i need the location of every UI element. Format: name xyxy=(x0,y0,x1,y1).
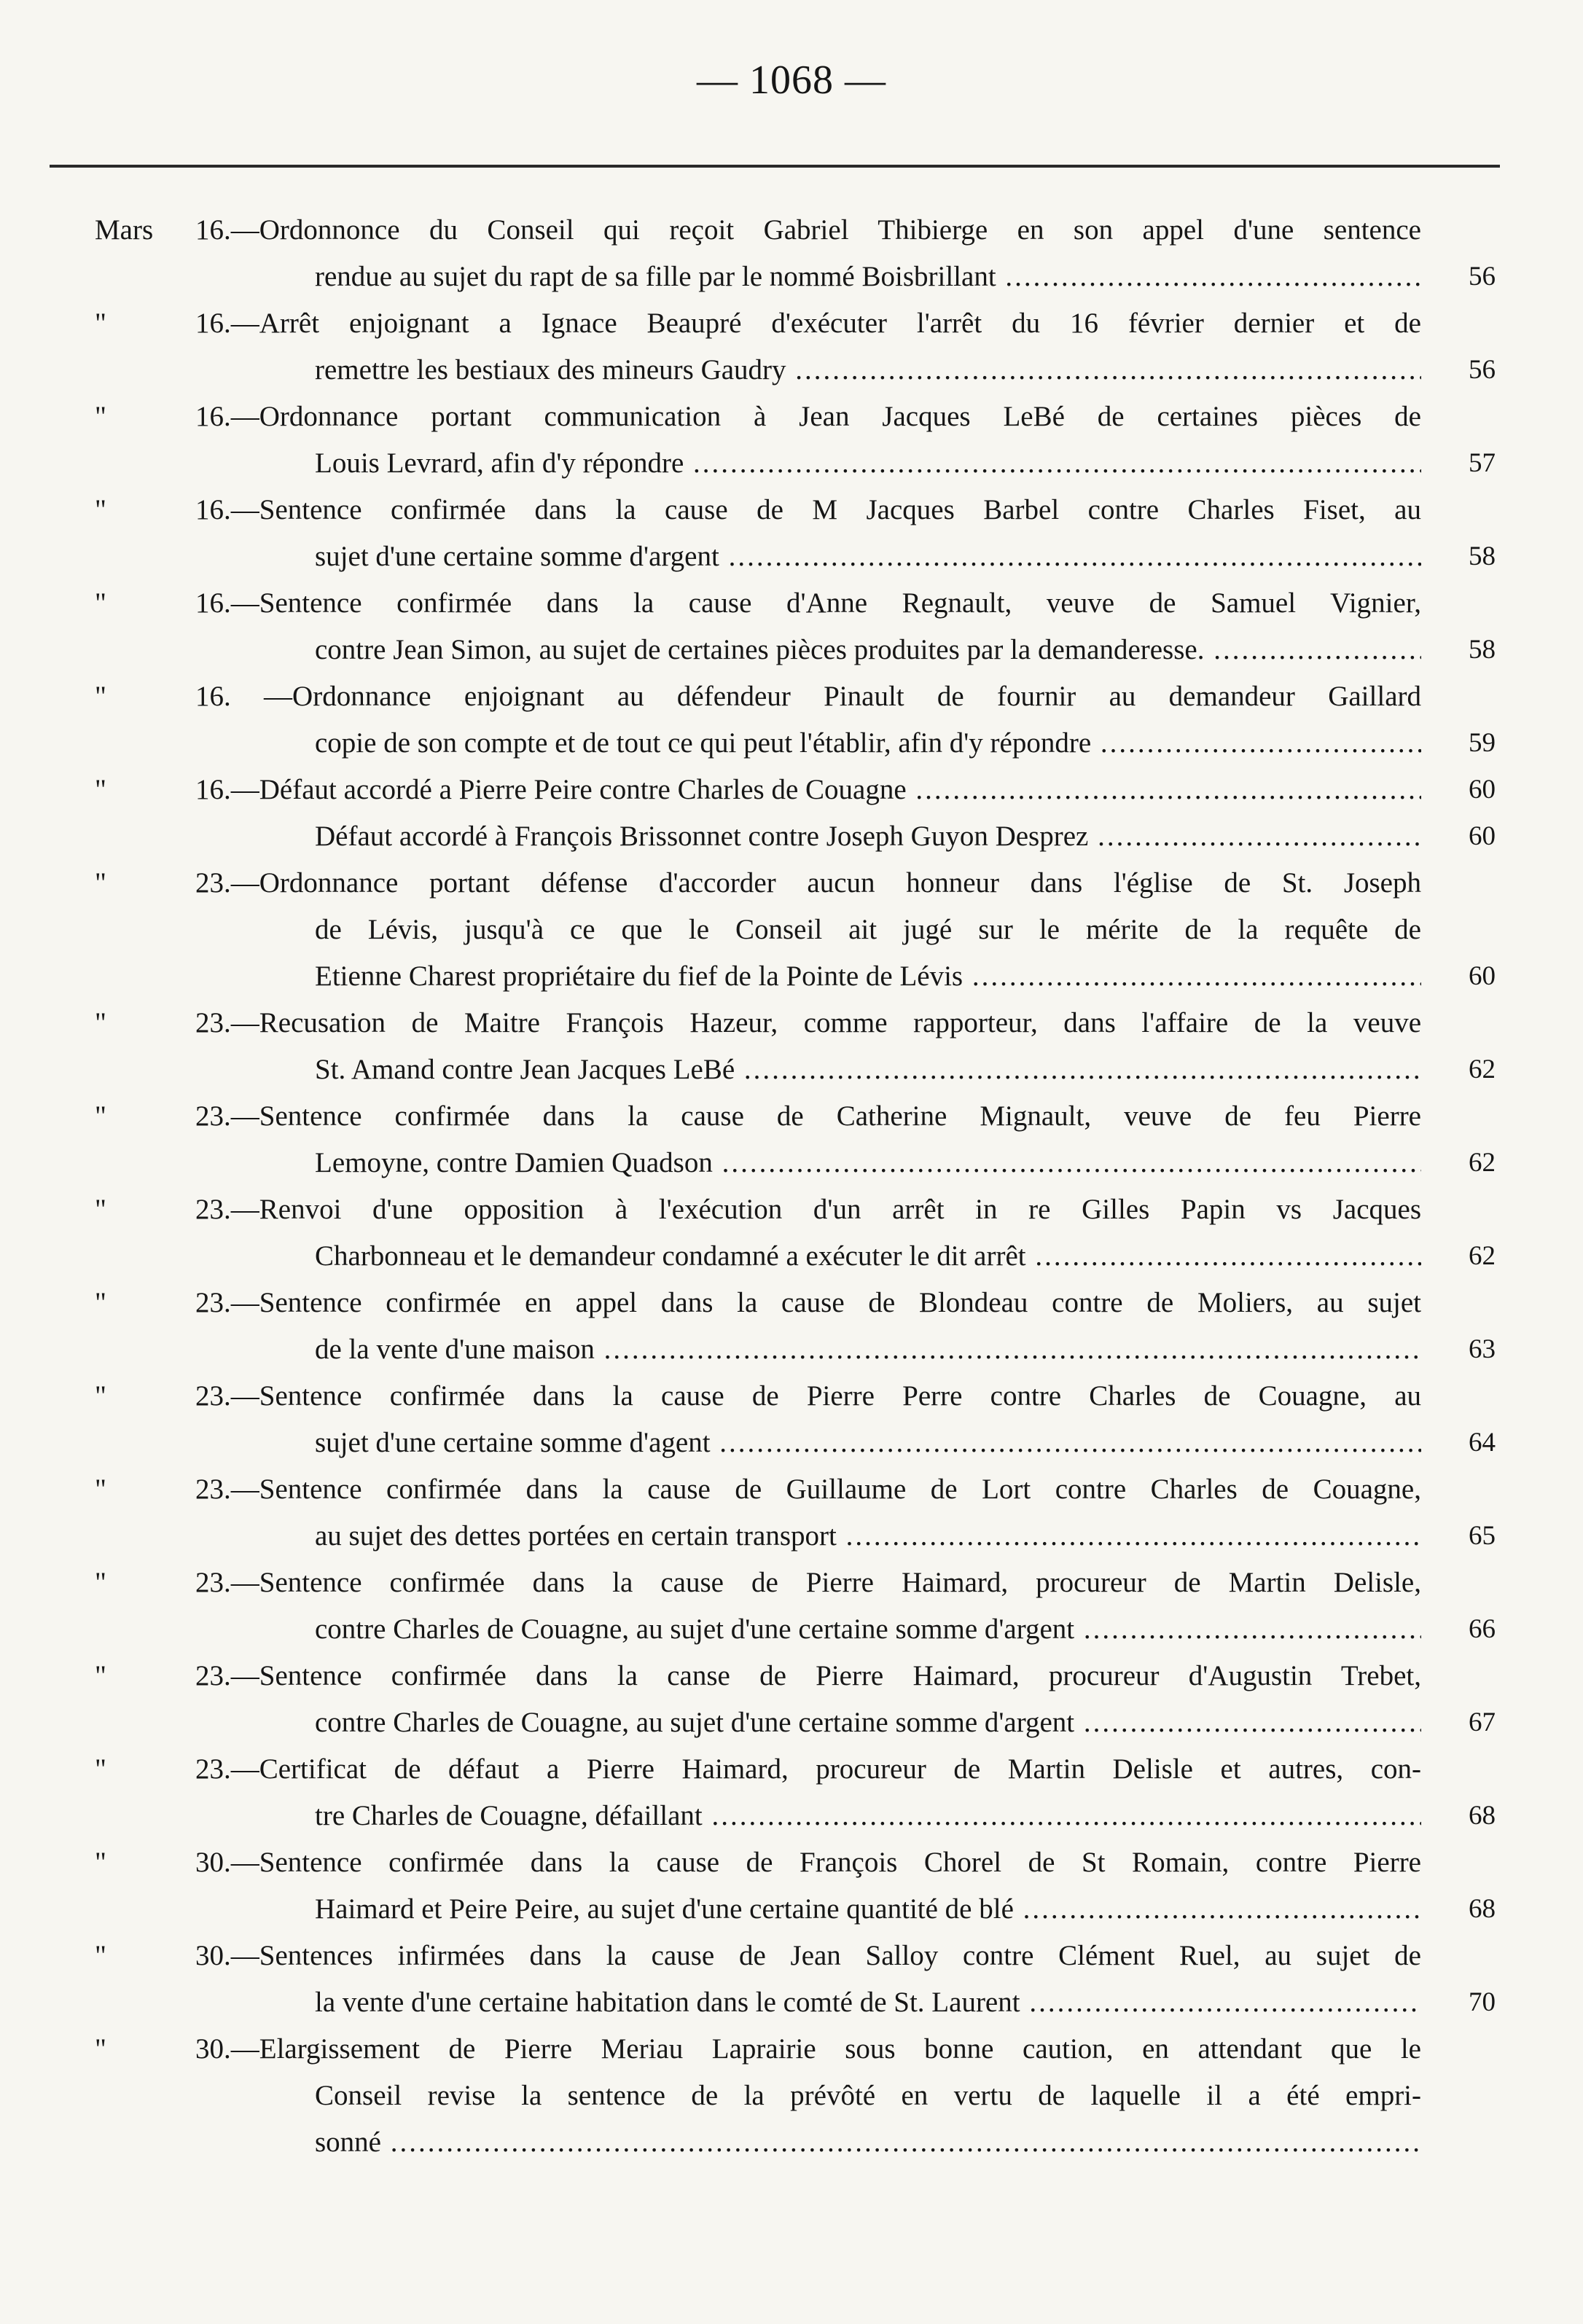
entry xyxy=(0,207,1583,300)
entry-line xyxy=(0,860,1583,907)
top-rule xyxy=(50,165,1500,168)
entry-line xyxy=(0,1886,1583,1933)
entry xyxy=(0,860,1583,1000)
month-label: " xyxy=(95,587,106,619)
entry-text: Charbonneau et le demandeur condamné a exécuter le dit arrêt ..... xyxy=(315,1233,1421,1280)
entry-text: de la vente d'une maison ..... xyxy=(315,1326,1421,1373)
entry-line xyxy=(0,207,1583,254)
entry xyxy=(0,580,1583,673)
month-label: " xyxy=(95,2033,106,2065)
month-label: " xyxy=(95,1940,106,1971)
entry xyxy=(0,2026,1583,2166)
month-label: " xyxy=(95,1194,106,1225)
entry-text: St. Amand contre Jean Jacques LeBé ..... xyxy=(315,1046,1421,1093)
month-label: " xyxy=(95,1380,106,1412)
entry-text: 16.—Défaut accordé a Pierre Peire contre Charles de Couagne ..... xyxy=(195,767,1421,813)
month-label: " xyxy=(95,681,106,712)
month-label: " xyxy=(95,494,106,525)
entry-line xyxy=(0,1653,1583,1699)
entry-text: sonné ..... xyxy=(315,2119,1421,2166)
entry-text: Lemoyne, contre Damien Quadson ..... xyxy=(315,1140,1421,1186)
page-reference: 70 xyxy=(1469,1987,1496,2017)
entry-text: Conseil revise la sentence de la prévôté en vertu de laquelle il a été empri- xyxy=(315,2080,1421,2111)
month-label: " xyxy=(95,1287,106,1318)
entry xyxy=(0,1000,1583,1093)
page-reference: 56 xyxy=(1469,355,1496,385)
entry-text: contre Jean Simon, au sujet de certaines pièces produites par la demanderesse. ..... xyxy=(315,627,1421,673)
month-label: Mars xyxy=(95,214,154,246)
entry-line xyxy=(0,2119,1583,2166)
entry xyxy=(0,1560,1583,1653)
entry xyxy=(0,394,1583,487)
entry-line xyxy=(0,2026,1583,2073)
entry-text: 23.—Sentence confirmée dans la cause de Guillaume de Lort contre Charles de Couagne, xyxy=(195,1474,1421,1505)
entry-line xyxy=(0,1046,1583,1093)
entry-text: 23.—Sentence confirmée dans la cause de Pierre Perre contre Charles de Couagne, au xyxy=(195,1380,1421,1412)
entry-text: 23.—Renvoi d'une opposition à l'exécution d'un arrêt in re Gilles Papin vs Jacques xyxy=(195,1194,1421,1225)
entry-line xyxy=(0,1513,1583,1560)
page-reference: 60 xyxy=(1469,775,1496,805)
entry-text: Haimard et Peire Peire, au sujet d'une certaine quantité de blé ..... xyxy=(315,1886,1421,1933)
entry-line xyxy=(0,2073,1583,2119)
entry-line xyxy=(0,1093,1583,1140)
entry-text: 23.—Ordonnance portant défense d'accorder aucun honneur dans l'église de St. Joseph xyxy=(195,867,1421,899)
page-reference: 66 xyxy=(1469,1614,1496,1644)
entry-text: tre Charles de Couagne, défaillant ..... xyxy=(315,1793,1421,1839)
page-reference: 65 xyxy=(1469,1521,1496,1551)
entry-line xyxy=(0,767,1583,813)
entry-text: contre Charles de Couagne, au sujet d'une certaine somme d'argent ..... xyxy=(315,1606,1421,1653)
entry xyxy=(0,1933,1583,2026)
entry-line xyxy=(0,487,1583,533)
entry-text: 16.—Arrêt enjoignant a Ignace Beaupré d'exécuter l'arrêt du 16 février dernier et de xyxy=(195,308,1421,339)
page-reference: 58 xyxy=(1469,635,1496,665)
entry-line xyxy=(0,813,1583,860)
entry-line xyxy=(0,347,1583,394)
entry-line xyxy=(0,1839,1583,1886)
entry-line xyxy=(0,1326,1583,1373)
page-reference: 58 xyxy=(1469,541,1496,571)
page-reference: 64 xyxy=(1469,1428,1496,1458)
month-label: " xyxy=(95,1660,106,1691)
entry-line xyxy=(0,907,1583,953)
entry xyxy=(0,1186,1583,1280)
entry-text: Défaut accordé à François Brissonnet contre Joseph Guyon Desprez ..... xyxy=(315,813,1421,860)
month-label: " xyxy=(95,867,106,899)
entry xyxy=(0,673,1583,767)
entry-text: 23.—Sentence confirmée en appel dans la cause de Blondeau contre de Moliers, au sujet xyxy=(195,1287,1421,1318)
entry-line xyxy=(0,1373,1583,1420)
entry-text: remettre les bestiaux des mineurs Gaudry ..... xyxy=(315,347,1421,394)
entry-text: 30.—Sentence confirmée dans la cause de François Chorel de St Romain, contre Pierre xyxy=(195,1847,1421,1878)
entry-text: la vente d'une certaine habitation dans le comté de St. Laurent ..... xyxy=(315,1979,1421,2026)
entry-line xyxy=(0,720,1583,767)
entry-line xyxy=(0,1746,1583,1793)
month-label: " xyxy=(95,1474,106,1505)
entry-text: sujet d'une certaine somme d'agent ..... xyxy=(315,1420,1421,1466)
page-reference: 62 xyxy=(1469,1055,1496,1084)
entry-line xyxy=(0,673,1583,720)
entry xyxy=(0,1653,1583,1746)
entry xyxy=(0,300,1583,394)
entry-text: 16.—Ordonnance portant communication à Jean Jacques LeBé de certaines pièces de xyxy=(195,401,1421,432)
month-label: " xyxy=(95,1100,106,1132)
entry xyxy=(0,1746,1583,1839)
entries-list xyxy=(0,207,1583,2166)
entry-line xyxy=(0,1420,1583,1466)
entry xyxy=(0,813,1583,860)
entry-line xyxy=(0,440,1583,487)
entry-text: 16.—Sentence confirmée dans la cause d'Anne Regnault, veuve de Samuel Vignier, xyxy=(195,587,1421,619)
entry-text: 30.—Sentences infirmées dans la cause de Jean Salloy contre Clément Ruel, au sujet de xyxy=(195,1940,1421,1971)
entry xyxy=(0,1466,1583,1560)
entry-text: rendue au sujet du rapt de sa fille par le nommé Boisbrillant ..... xyxy=(315,254,1421,300)
entry-text: 16. —Ordonnance enjoignant au défendeur Pinault de fournir au demandeur Gaillard xyxy=(195,681,1421,712)
entry-line xyxy=(0,1140,1583,1186)
entry-line xyxy=(0,1979,1583,2026)
page-reference: 59 xyxy=(1469,728,1496,758)
month-label: " xyxy=(95,1567,106,1598)
month-label: " xyxy=(95,1753,106,1785)
entry-text: 16.—Sentence confirmée dans la cause de M Jacques Barbel contre Charles Fiset, au xyxy=(195,494,1421,525)
entry-text: 23.—Recusation de Maitre François Hazeur, comme rapporteur, dans l'affaire de la veuve xyxy=(195,1007,1421,1038)
entry-line xyxy=(0,580,1583,627)
entry-text: contre Charles de Couagne, au sujet d'une certaine somme d'argent ..... xyxy=(315,1699,1421,1746)
month-label: " xyxy=(95,401,106,432)
entry-line xyxy=(0,1186,1583,1233)
page-reference: 62 xyxy=(1469,1148,1496,1178)
entry-text: 30.—Elargissement de Pierre Meriau Laprairie sous bonne caution, en attendant que le xyxy=(195,2033,1421,2065)
entry-line xyxy=(0,1280,1583,1326)
entry-line xyxy=(0,300,1583,347)
entry-line xyxy=(0,533,1583,580)
month-label: " xyxy=(95,1007,106,1038)
entry-line xyxy=(0,1560,1583,1606)
entry-line xyxy=(0,254,1583,300)
entry-line xyxy=(0,627,1583,673)
entry-line xyxy=(0,1606,1583,1653)
entry-line xyxy=(0,1933,1583,1979)
entry xyxy=(0,1373,1583,1466)
page-reference: 60 xyxy=(1469,961,1496,991)
page-number: — 1068 — xyxy=(697,58,886,103)
entry xyxy=(0,487,1583,580)
entry xyxy=(0,767,1583,813)
entry-line xyxy=(0,1233,1583,1280)
entry-text: Louis Levrard, afin d'y répondre ..... xyxy=(315,440,1421,487)
entry-text: copie de son compte et de tout ce qui peut l'établir, afin d'y répondre ..... xyxy=(315,720,1421,767)
entry-text: sujet d'une certaine somme d'argent ..... xyxy=(315,533,1421,580)
page-reference: 63 xyxy=(1469,1334,1496,1364)
entry-line xyxy=(0,1793,1583,1839)
entry-line xyxy=(0,1000,1583,1046)
month-label: " xyxy=(95,1847,106,1878)
entry xyxy=(0,1839,1583,1933)
entry-text: Etienne Charest propriétaire du fief de la Pointe de Lévis ..... xyxy=(315,953,1421,1000)
entry-text: 23.—Sentence confirmée dans la canse de Pierre Haimard, procureur d'Augustin Trebet, xyxy=(195,1660,1421,1691)
entry-line xyxy=(0,1466,1583,1513)
page-reference: 60 xyxy=(1469,821,1496,851)
page-reference: 68 xyxy=(1469,1894,1496,1924)
month-label: " xyxy=(95,774,106,805)
page-reference: 62 xyxy=(1469,1241,1496,1271)
entry-text: 23.—Sentence confirmée dans la cause de Pierre Haimard, procureur de Martin Delisle, xyxy=(195,1567,1421,1598)
entry-text: au sujet des dettes portées en certain transport ..... xyxy=(315,1513,1421,1560)
entry xyxy=(0,1093,1583,1186)
entry-text: 23.—Certificat de défaut a Pierre Haimard, procureur de Martin Delisle et autres, con- xyxy=(195,1753,1421,1785)
entry-text: 16.—Ordonnonce du Conseil qui reçoit Gabriel Thibierge en son appel d'une sentence xyxy=(195,214,1421,246)
page-reference: 56 xyxy=(1469,262,1496,292)
entry-line xyxy=(0,1699,1583,1746)
page-reference: 57 xyxy=(1469,448,1496,478)
entry-text: de Lévis, jusqu'à ce que le Conseil ait jugé sur le mérite de la requête de xyxy=(315,914,1421,945)
entry-line xyxy=(0,394,1583,440)
page-reference: 68 xyxy=(1469,1801,1496,1831)
page-reference: 67 xyxy=(1469,1707,1496,1737)
entry-text: 23.—Sentence confirmée dans la cause de Catherine Mignault, veuve de feu Pierre xyxy=(195,1100,1421,1132)
entry-line xyxy=(0,953,1583,1000)
month-label: " xyxy=(95,308,106,339)
entry xyxy=(0,1280,1583,1373)
